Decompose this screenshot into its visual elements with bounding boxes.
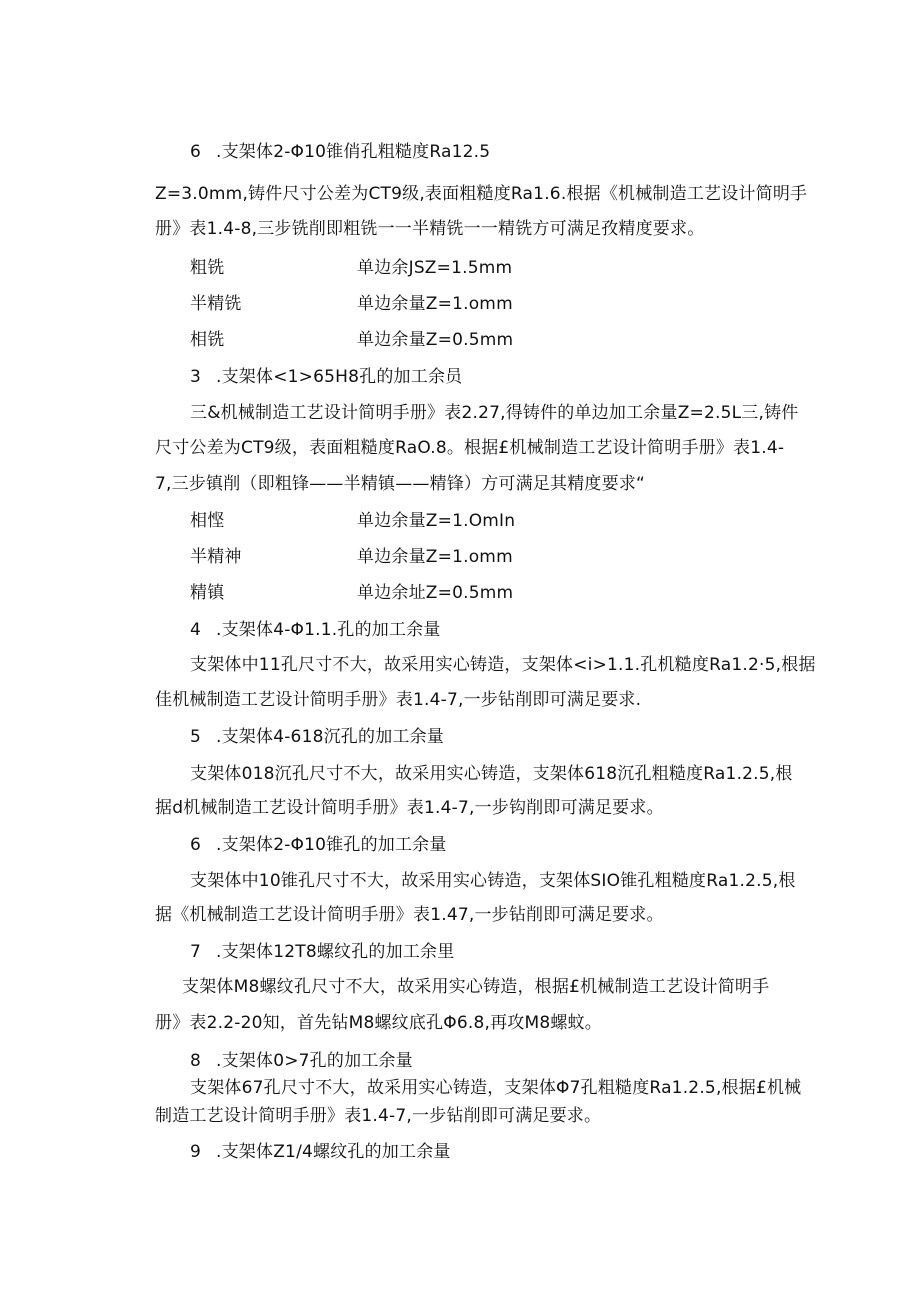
paragraph-line: 7,三步镇削（即粗锋——半精镇——精锋）方可满足其精度要求“ xyxy=(155,474,646,494)
section-heading-6b: 6 .支架体2-Φ10锥孔的加工余量 xyxy=(190,835,447,855)
allowance-row: 精镇 单边余址Z=0.5mm xyxy=(190,583,514,603)
section-heading-7: 7 .支架体12T8螺纹孔的加工余里 xyxy=(190,942,455,962)
paragraph-line: 支架体67孔尺寸不大，故采用实心铸造，支架体Φ7孔粗糙度Ra1.2.5,根据£机械 xyxy=(190,1078,802,1098)
paragraph-line: 尺寸公差为CT9级，表面粗糙度RaO.8。根据£机械制造工艺设计简明手册》表1.4- xyxy=(155,438,785,458)
paragraph-line: 三&机械制造工艺设计简明手册》表2.27,得铸件的单边加工余量Z=2.5L三,铸件 xyxy=(190,403,799,423)
paragraph-line: 据《机械制造工艺设计简明手册》表1.47,一步钻削即可满足要求。 xyxy=(155,905,664,925)
section-heading-8: 8 .支架体0>7孔的加工余量 xyxy=(190,1051,413,1071)
paragraph-line: 支架体M8螺纹孔尺寸不大，故采用实心铸造，根据£机械制造工艺设计简明手 xyxy=(182,977,770,997)
allowance-row: 半精铣 单边余量Z=1.omm xyxy=(190,294,513,314)
paragraph-line: 册》表1.4-8,三步铣削即粗铣一一半精铣一一精铣方可满足孜精度要求。 xyxy=(155,219,705,239)
paragraph-line: 册》表2.2-20知，首先钻M8螺纹底孔Φ6.8,再攻M8螺蚊。 xyxy=(155,1013,602,1033)
section-heading-3: 3 .支架体<1>65H8孔的加工余员 xyxy=(190,367,463,387)
allowance-row: 相悭 单边余量Z=1.OmIn xyxy=(190,511,516,531)
allowance-row: 半精神 单边余量Z=1.omm xyxy=(190,547,513,567)
paragraph-line: 支架体中11孔尺寸不大，故采用实心铸造，支架体<i>1.1.孔机糙度Ra1.2·5,根据 xyxy=(190,655,816,675)
paragraph-line: 支架体018沉孔尺寸不大，故采用实心铸造，支架体618沉孔粗糙度Ra1.2.5,根 xyxy=(190,764,793,784)
paragraph-line: 制造工艺设计简明手册》表1.4-7,一步钻削即可满足要求。 xyxy=(155,1106,602,1126)
section-heading-4: 4 .支架体4-Φ1.1.孔的加工余量 xyxy=(190,620,441,640)
paragraph-line: 佳机械制造工艺设计简明手册》表1.4-7,一步钻削即可满足要求. xyxy=(155,690,642,710)
section-heading-9: 9 .支架体Z1/4螺纹孔的加工余量 xyxy=(190,1142,451,1162)
allowance-row: 粗铣 单边余JSZ=1.5mm xyxy=(190,258,513,278)
allowance-row: 相铣 单边余量Z=0.5mm xyxy=(190,330,514,350)
section-heading-6a: 6 .支架体2-Φ10锥俏孔粗糙度Ra12.5 xyxy=(190,142,491,162)
section-heading-5: 5 .支架体4-618沉孔的加工余量 xyxy=(190,727,445,747)
paragraph-line: Z=3.0mm,铸件尺寸公差为CT9级,表面粗糙度Ra1.6.根据《机械制造工艺设计简明手 xyxy=(155,184,808,204)
paragraph-line: 据d机械制造工艺设计简明手册》表1.4-7,一步钩削即可满足要求。 xyxy=(155,798,664,818)
paragraph-line: 支架体中10锥孔尺寸不大，故采用实心铸造，支架体SIO锥孔粗糙度Ra1.2.5,根 xyxy=(190,871,796,891)
